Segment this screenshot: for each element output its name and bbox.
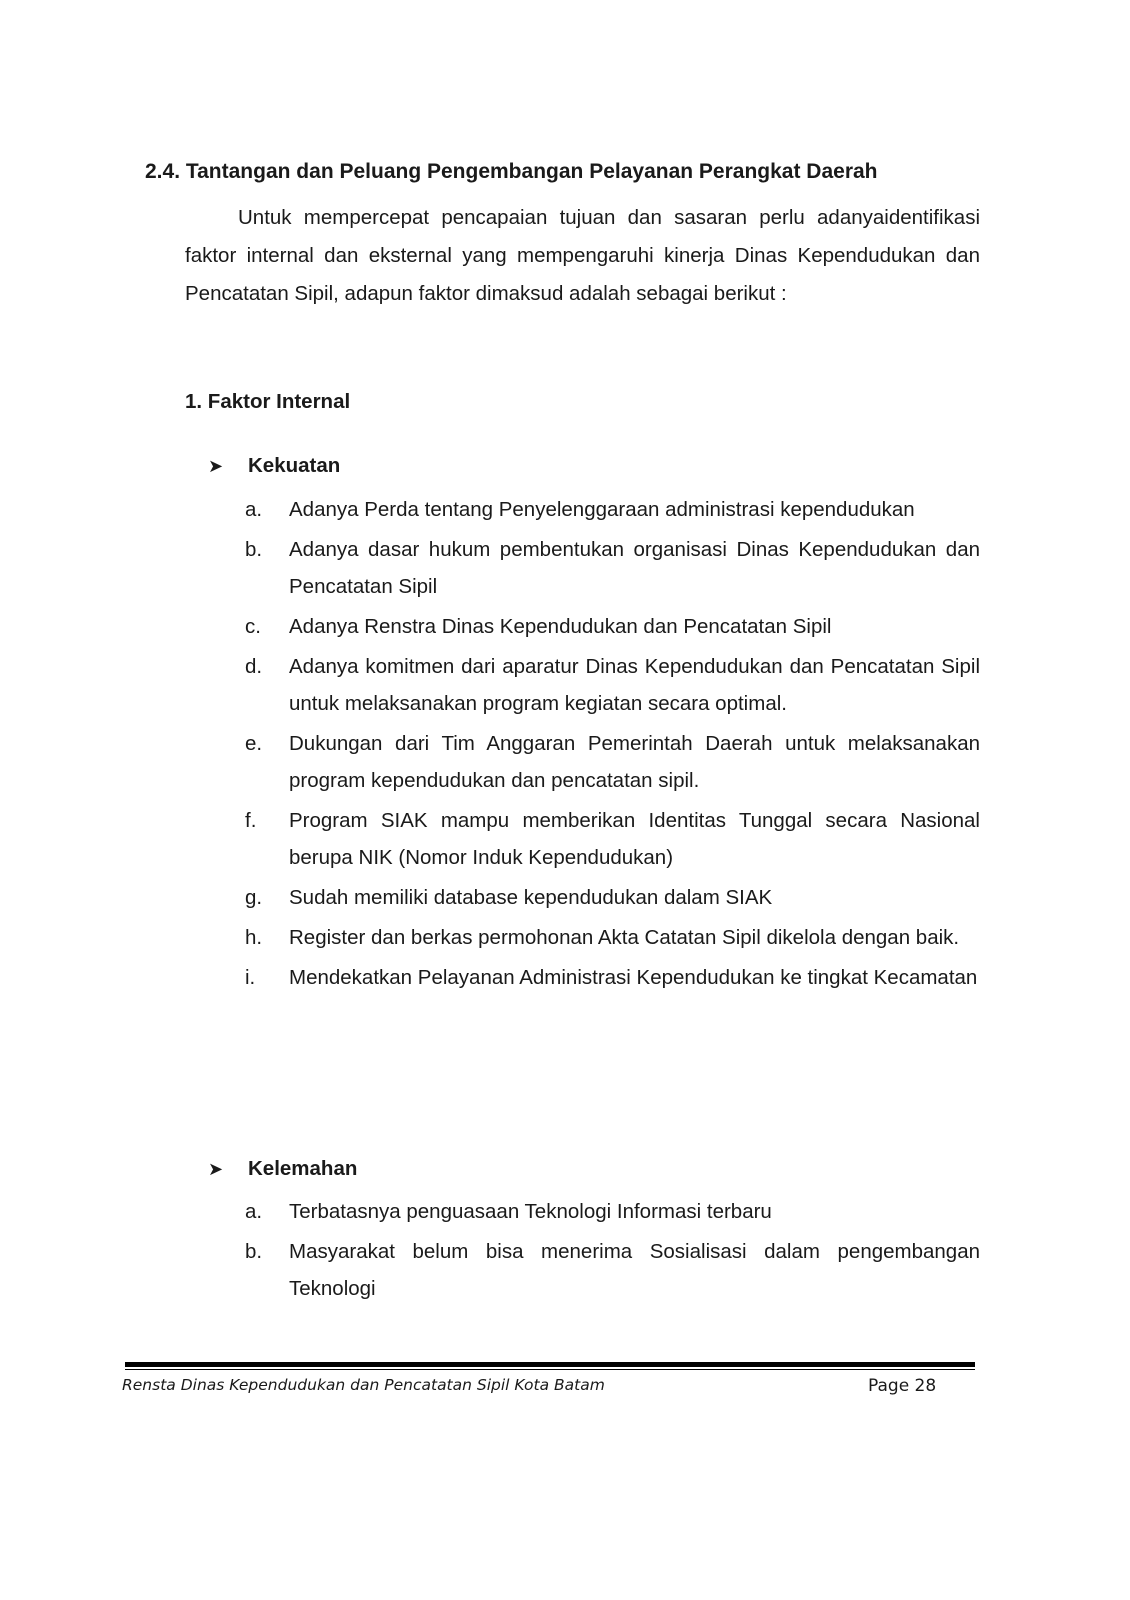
intro-text: Untuk mempercepat pencapaian tujuan dan sasaran perlu adanyaidentifikasi faktor internal dan eksternal yang mempengaruhi kinerja Dinas Kependudukan dan Pencatatan Sipil, adapun faktor dimaksud adalah sebagai berikut : [185, 206, 980, 305]
footer-divider [125, 1362, 975, 1367]
list-item-text: Mendekatkan Pelayanan Administrasi Kependudukan ke tingkat Kecamatan [289, 966, 978, 989]
list-item [245, 491, 980, 528]
footer-page-number: Page 28 [868, 1376, 937, 1396]
list-item-text: Terbatasnya penguasaan Teknologi Informasi terbaru [289, 1200, 772, 1223]
list-item-text: Dukungan dari Tim Anggaran Pemerintah Daerah untuk melaksanakan program kependudukan dan pencatatan sipil. [289, 732, 980, 792]
arrow-bullet-icon: ➤ [208, 456, 224, 476]
list-item-text: Register dan berkas permohonan Akta Catatan Sipil dikelola dengan baik. [289, 926, 960, 949]
list-item-text: Program SIAK mampu memberikan Identitas Tunggal secara Nasional berupa NIK (Nomor Induk Kependudukan) [289, 809, 980, 869]
list-item-text: Sudah memiliki database kependudukan dalam SIAK [289, 886, 773, 909]
list-item [245, 608, 980, 645]
footer-document-title: Rensta Dinas Kependudukan dan Pencatatan Sipil Kota Batam [122, 1376, 605, 1394]
intro-paragraph [185, 199, 980, 313]
arrow-bullet-icon: ➤ [208, 1159, 224, 1179]
kelemahan-list [245, 1193, 980, 1310]
list-marker: a. [245, 498, 263, 521]
section-title: 2.4. Tantangan dan Peluang Pengembangan Pelayanan Perangkat Daerah [145, 160, 878, 183]
list-marker: e. [245, 732, 263, 755]
list-item [245, 879, 980, 916]
kekuatan-heading-label: Kekuatan [248, 454, 341, 477]
list-marker: g. [245, 886, 263, 909]
list-marker: f. [245, 809, 257, 832]
list-item-text: Adanya Perda tentang Penyelenggaraan administrasi kependudukan [289, 498, 915, 521]
list-item [245, 531, 980, 605]
list-item-text: Masyarakat belum bisa menerima Sosialisasi dalam pengembangan Teknologi [289, 1240, 980, 1300]
list-marker: h. [245, 926, 263, 949]
list-item-text: Adanya dasar hukum pembentukan organisasi Dinas Kependudukan dan Pencatatan Sipil [289, 538, 980, 598]
list-item-text: Adanya komitmen dari aparatur Dinas Kependudukan dan Pencatatan Sipil untuk melaksanakan program kegiatan secara optimal. [289, 655, 980, 715]
list-item [245, 802, 980, 876]
list-item [245, 1193, 980, 1230]
list-item [245, 1233, 980, 1307]
kekuatan-heading [208, 454, 340, 478]
list-marker: i. [245, 966, 256, 989]
list-item [245, 919, 980, 956]
list-marker: c. [245, 615, 261, 638]
list-item-text: Adanya Renstra Dinas Kependudukan dan Pencatatan Sipil [289, 615, 832, 638]
list-marker: b. [245, 1240, 263, 1263]
list-item [245, 959, 980, 996]
kekuatan-list [245, 491, 980, 999]
list-marker: b. [245, 538, 263, 561]
list-marker: a. [245, 1200, 263, 1223]
list-item [245, 648, 980, 722]
kelemahan-heading [208, 1157, 357, 1181]
faktor-internal-heading: 1. Faktor Internal [185, 390, 351, 413]
kelemahan-heading-label: Kelemahan [248, 1157, 358, 1180]
footer-divider-thin [125, 1369, 975, 1370]
list-marker: d. [245, 655, 263, 678]
list-item [245, 725, 980, 799]
